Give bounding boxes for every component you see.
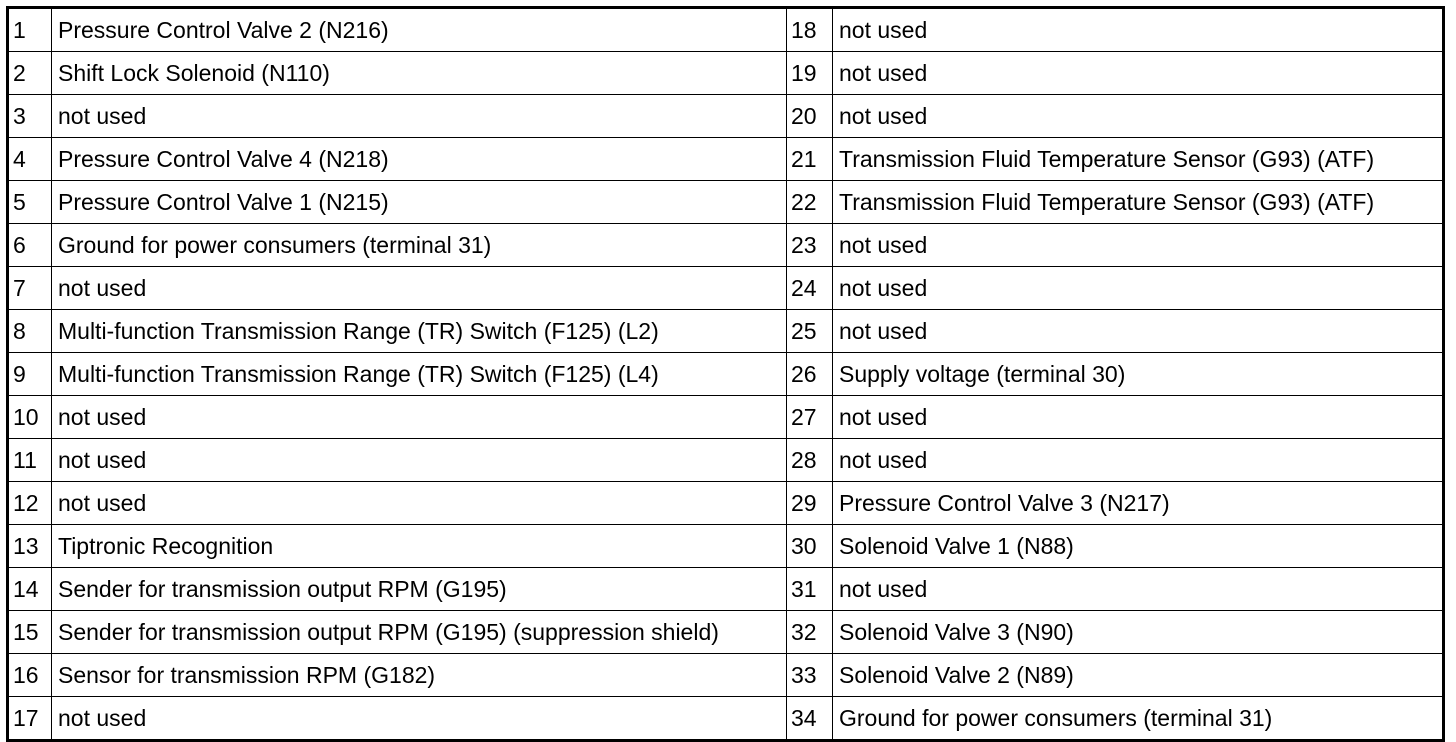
pin-description-cell: Pressure Control Valve 1 (N215) xyxy=(52,181,787,224)
pin-number-cell: 2 xyxy=(8,52,52,95)
pin-description-cell: not used xyxy=(833,224,1444,267)
pin-number-cell: 29 xyxy=(787,482,833,525)
pin-number-cell: 18 xyxy=(787,8,833,52)
pin-description-cell: not used xyxy=(52,439,787,482)
table-row xyxy=(8,8,1444,52)
pin-number-cell: 6 xyxy=(8,224,52,267)
pin-number-cell: 30 xyxy=(787,525,833,568)
pin-number-cell: 1 xyxy=(8,8,52,52)
pin-number-cell: 13 xyxy=(8,525,52,568)
pin-description-cell: Ground for power consumers (terminal 31) xyxy=(833,697,1444,741)
pin-number-cell: 7 xyxy=(8,267,52,310)
pin-description-cell: Solenoid Valve 3 (N90) xyxy=(833,611,1444,654)
pin-number-cell: 8 xyxy=(8,310,52,353)
pin-description-cell: Multi-function Transmission Range (TR) Switch (F125) (L4) xyxy=(52,353,787,396)
table-row xyxy=(8,396,1444,439)
pin-number-cell: 33 xyxy=(787,654,833,697)
pin-description-cell: not used xyxy=(833,8,1444,52)
pin-number-cell: 20 xyxy=(787,95,833,138)
pin-description-cell: Sensor for transmission RPM (G182) xyxy=(52,654,787,697)
pin-description-cell: not used xyxy=(833,95,1444,138)
table-row xyxy=(8,353,1444,396)
pin-description-cell: not used xyxy=(833,52,1444,95)
pin-description-cell: Pressure Control Valve 3 (N217) xyxy=(833,482,1444,525)
pin-description-cell: Multi-function Transmission Range (TR) Switch (F125) (L2) xyxy=(52,310,787,353)
pin-number-cell: 22 xyxy=(787,181,833,224)
table-row xyxy=(8,568,1444,611)
table-row xyxy=(8,52,1444,95)
pin-number-cell: 28 xyxy=(787,439,833,482)
pin-description-cell: not used xyxy=(833,568,1444,611)
table-row xyxy=(8,654,1444,697)
pin-number-cell: 25 xyxy=(787,310,833,353)
pin-number-cell: 11 xyxy=(8,439,52,482)
pin-number-cell: 14 xyxy=(8,568,52,611)
pin-number-cell: 19 xyxy=(787,52,833,95)
pin-number-cell: 15 xyxy=(8,611,52,654)
table-row xyxy=(8,95,1444,138)
pin-description-cell: not used xyxy=(833,310,1444,353)
pin-number-cell: 16 xyxy=(8,654,52,697)
pin-number-cell: 32 xyxy=(787,611,833,654)
pin-description-cell: Solenoid Valve 1 (N88) xyxy=(833,525,1444,568)
pin-description-cell: Transmission Fluid Temperature Sensor (G93) (ATF) xyxy=(833,181,1444,224)
pin-number-cell: 24 xyxy=(787,267,833,310)
pin-number-cell: 31 xyxy=(787,568,833,611)
pin-number-cell: 4 xyxy=(8,138,52,181)
pin-description-cell: Shift Lock Solenoid (N110) xyxy=(52,52,787,95)
pin-description-cell: Tiptronic Recognition xyxy=(52,525,787,568)
pin-description-cell: not used xyxy=(833,267,1444,310)
pin-number-cell: 26 xyxy=(787,353,833,396)
pin-description-cell: not used xyxy=(52,95,787,138)
pin-description-cell: Sender for transmission output RPM (G195) (suppression shield) xyxy=(52,611,787,654)
pin-description-cell: Pressure Control Valve 2 (N216) xyxy=(52,8,787,52)
pin-description-cell: not used xyxy=(52,396,787,439)
table-row xyxy=(8,224,1444,267)
pin-assignment-table xyxy=(6,6,1445,742)
pin-description-cell: not used xyxy=(52,482,787,525)
pin-description-cell: Sender for transmission output RPM (G195) xyxy=(52,568,787,611)
table-row xyxy=(8,611,1444,654)
pin-number-cell: 21 xyxy=(787,138,833,181)
table-row xyxy=(8,439,1444,482)
pin-number-cell: 9 xyxy=(8,353,52,396)
pin-description-cell: Ground for power consumers (terminal 31) xyxy=(52,224,787,267)
pin-description-cell: Pressure Control Valve 4 (N218) xyxy=(52,138,787,181)
pin-description-cell: Supply voltage (terminal 30) xyxy=(833,353,1444,396)
pin-description-cell: Solenoid Valve 2 (N89) xyxy=(833,654,1444,697)
table-row xyxy=(8,525,1444,568)
table-row xyxy=(8,138,1444,181)
table-row xyxy=(8,482,1444,525)
pin-description-cell: not used xyxy=(52,267,787,310)
pin-description-cell: Transmission Fluid Temperature Sensor (G93) (ATF) xyxy=(833,138,1444,181)
pin-number-cell: 34 xyxy=(787,697,833,741)
pin-number-cell: 12 xyxy=(8,482,52,525)
pin-description-cell: not used xyxy=(52,697,787,741)
pin-description-cell: not used xyxy=(833,439,1444,482)
pin-number-cell: 5 xyxy=(8,181,52,224)
table-row xyxy=(8,267,1444,310)
table-row xyxy=(8,181,1444,224)
pin-number-cell: 17 xyxy=(8,697,52,741)
table-row xyxy=(8,310,1444,353)
pin-table-body xyxy=(8,8,1444,741)
pin-number-cell: 23 xyxy=(787,224,833,267)
pin-description-cell: not used xyxy=(833,396,1444,439)
pin-number-cell: 10 xyxy=(8,396,52,439)
pin-number-cell: 3 xyxy=(8,95,52,138)
pin-number-cell: 27 xyxy=(787,396,833,439)
